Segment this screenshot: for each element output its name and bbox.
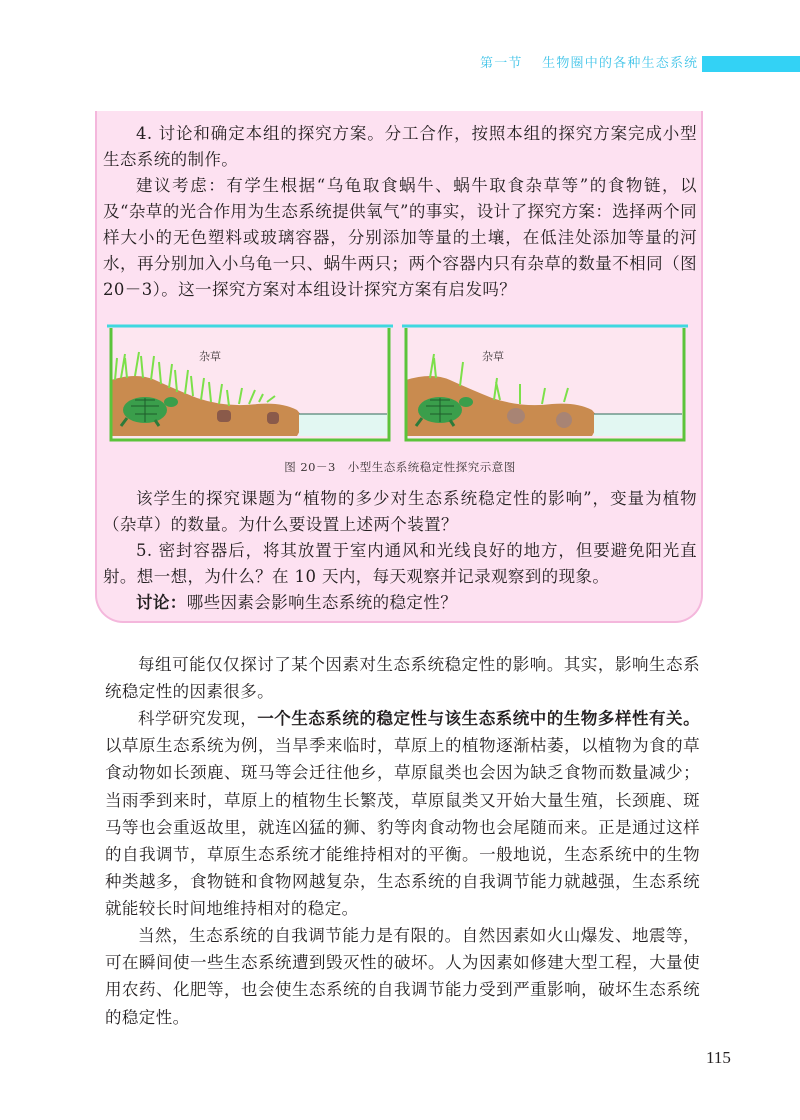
figure-caption: 图 20－3 小型生态系统稳定性探究示意图 [284, 460, 516, 474]
chapter-section-title: 第一节 生物圈中的各种生态系统 [480, 56, 699, 71]
suggestion-text: 有学生根据“乌龟取食蜗牛、蜗牛取食杂草等”的食物链，以及“杂草的光合作用为生态系统提供氧气”的事实，设计了探究方案：选择两个同样大小的无色塑料或玻璃容器，分别添加等量的土壤，在低洼处添加等量的河水，再分别加入小乌龟一只、蜗牛两只；两个容器内只有杂草的数量不相同（图20－3）。这一探究方案对本组设计探究方案有启发吗？ [103, 176, 697, 299]
step-5-text: 5. 密封容器后，将其放置于室内通风和光线良好的地方，但要避免阳光直射。想一想，为什么？在 10 天内，每天观察并记录观察到的现象。 [103, 541, 697, 586]
body-paragraph-1: 每组可能仅仅探讨了某个因素对生态系统稳定性的影响。其实，影响生态系统稳定性的因素很多。 [105, 655, 700, 702]
page-number: 115 [706, 1048, 731, 1067]
weed-label-right: 杂草 [482, 350, 504, 363]
container-many-weeds-illustration [107, 320, 397, 445]
container-few-weeds-illustration [402, 320, 692, 445]
discussion-prompt [103, 590, 697, 616]
suggestion-label: 建议考虑： [136, 176, 227, 195]
para2-rest: 以草原生态系统为例，当旱季来临时，草原上的植物逐渐枯萎，以植物为食的草食动物如长颈鹿、斑马等会迁往他乡，草原鼠类也会因为缺乏食物而数量减少；当雨季到来时，草原上的植物生长繁茂，草原鼠类又开始大量生殖，长颈鹿、斑马等也会重返故里，就连凶猛的狮、豹等肉食动物也会尾随而来。正是通过这样的自我调节，草原生态系统才能维持相对的平衡。一般地说，生态系统中的生物种类越多，食物链和食物网越复杂，生态系统的自我调节能力就越强，生态系统就能较长时间地维持相对的稳定。 [105, 736, 700, 919]
figure-20-3 [107, 320, 697, 448]
discussion-label: 讨论： [136, 593, 187, 612]
discussion-question: 哪些因素会影响生态系统的稳定性？ [186, 593, 458, 612]
body-paragraph-2 [105, 705, 700, 923]
body-paragraph-3: 当然，生态系统的自我调节能力是有限的。自然因素如火山爆发、地震等，可在瞬间使一些生态系统遭到毁灭性的破坏。人为因素如修建大型工程，大量使用农药、化肥等，也会使生态系统的自我调节能力受到严重影响，破坏生态系统的稳定性。 [105, 926, 700, 1027]
weed-label-left: 杂草 [199, 350, 221, 363]
header-accent-bar [702, 56, 800, 72]
suggestion-paragraph [103, 173, 697, 303]
key-concept-bold: 一个生态系统的稳定性与该生态系统中的生物多样性有关。 [257, 709, 700, 728]
step-4-text: 4. 讨论和确定本组的探究方案。分工合作，按照本组的探究方案完成小型生态系统的制作。 [103, 124, 697, 169]
running-header [0, 55, 800, 73]
research-topic-paragraph: 该学生的探究课题为“植物的多少对生态系统稳定性的影响”，变量为植物（杂草）的数量。为什么要设置上述两个装置？ [103, 489, 697, 534]
para2-lead: 科学研究发现， [138, 709, 258, 728]
